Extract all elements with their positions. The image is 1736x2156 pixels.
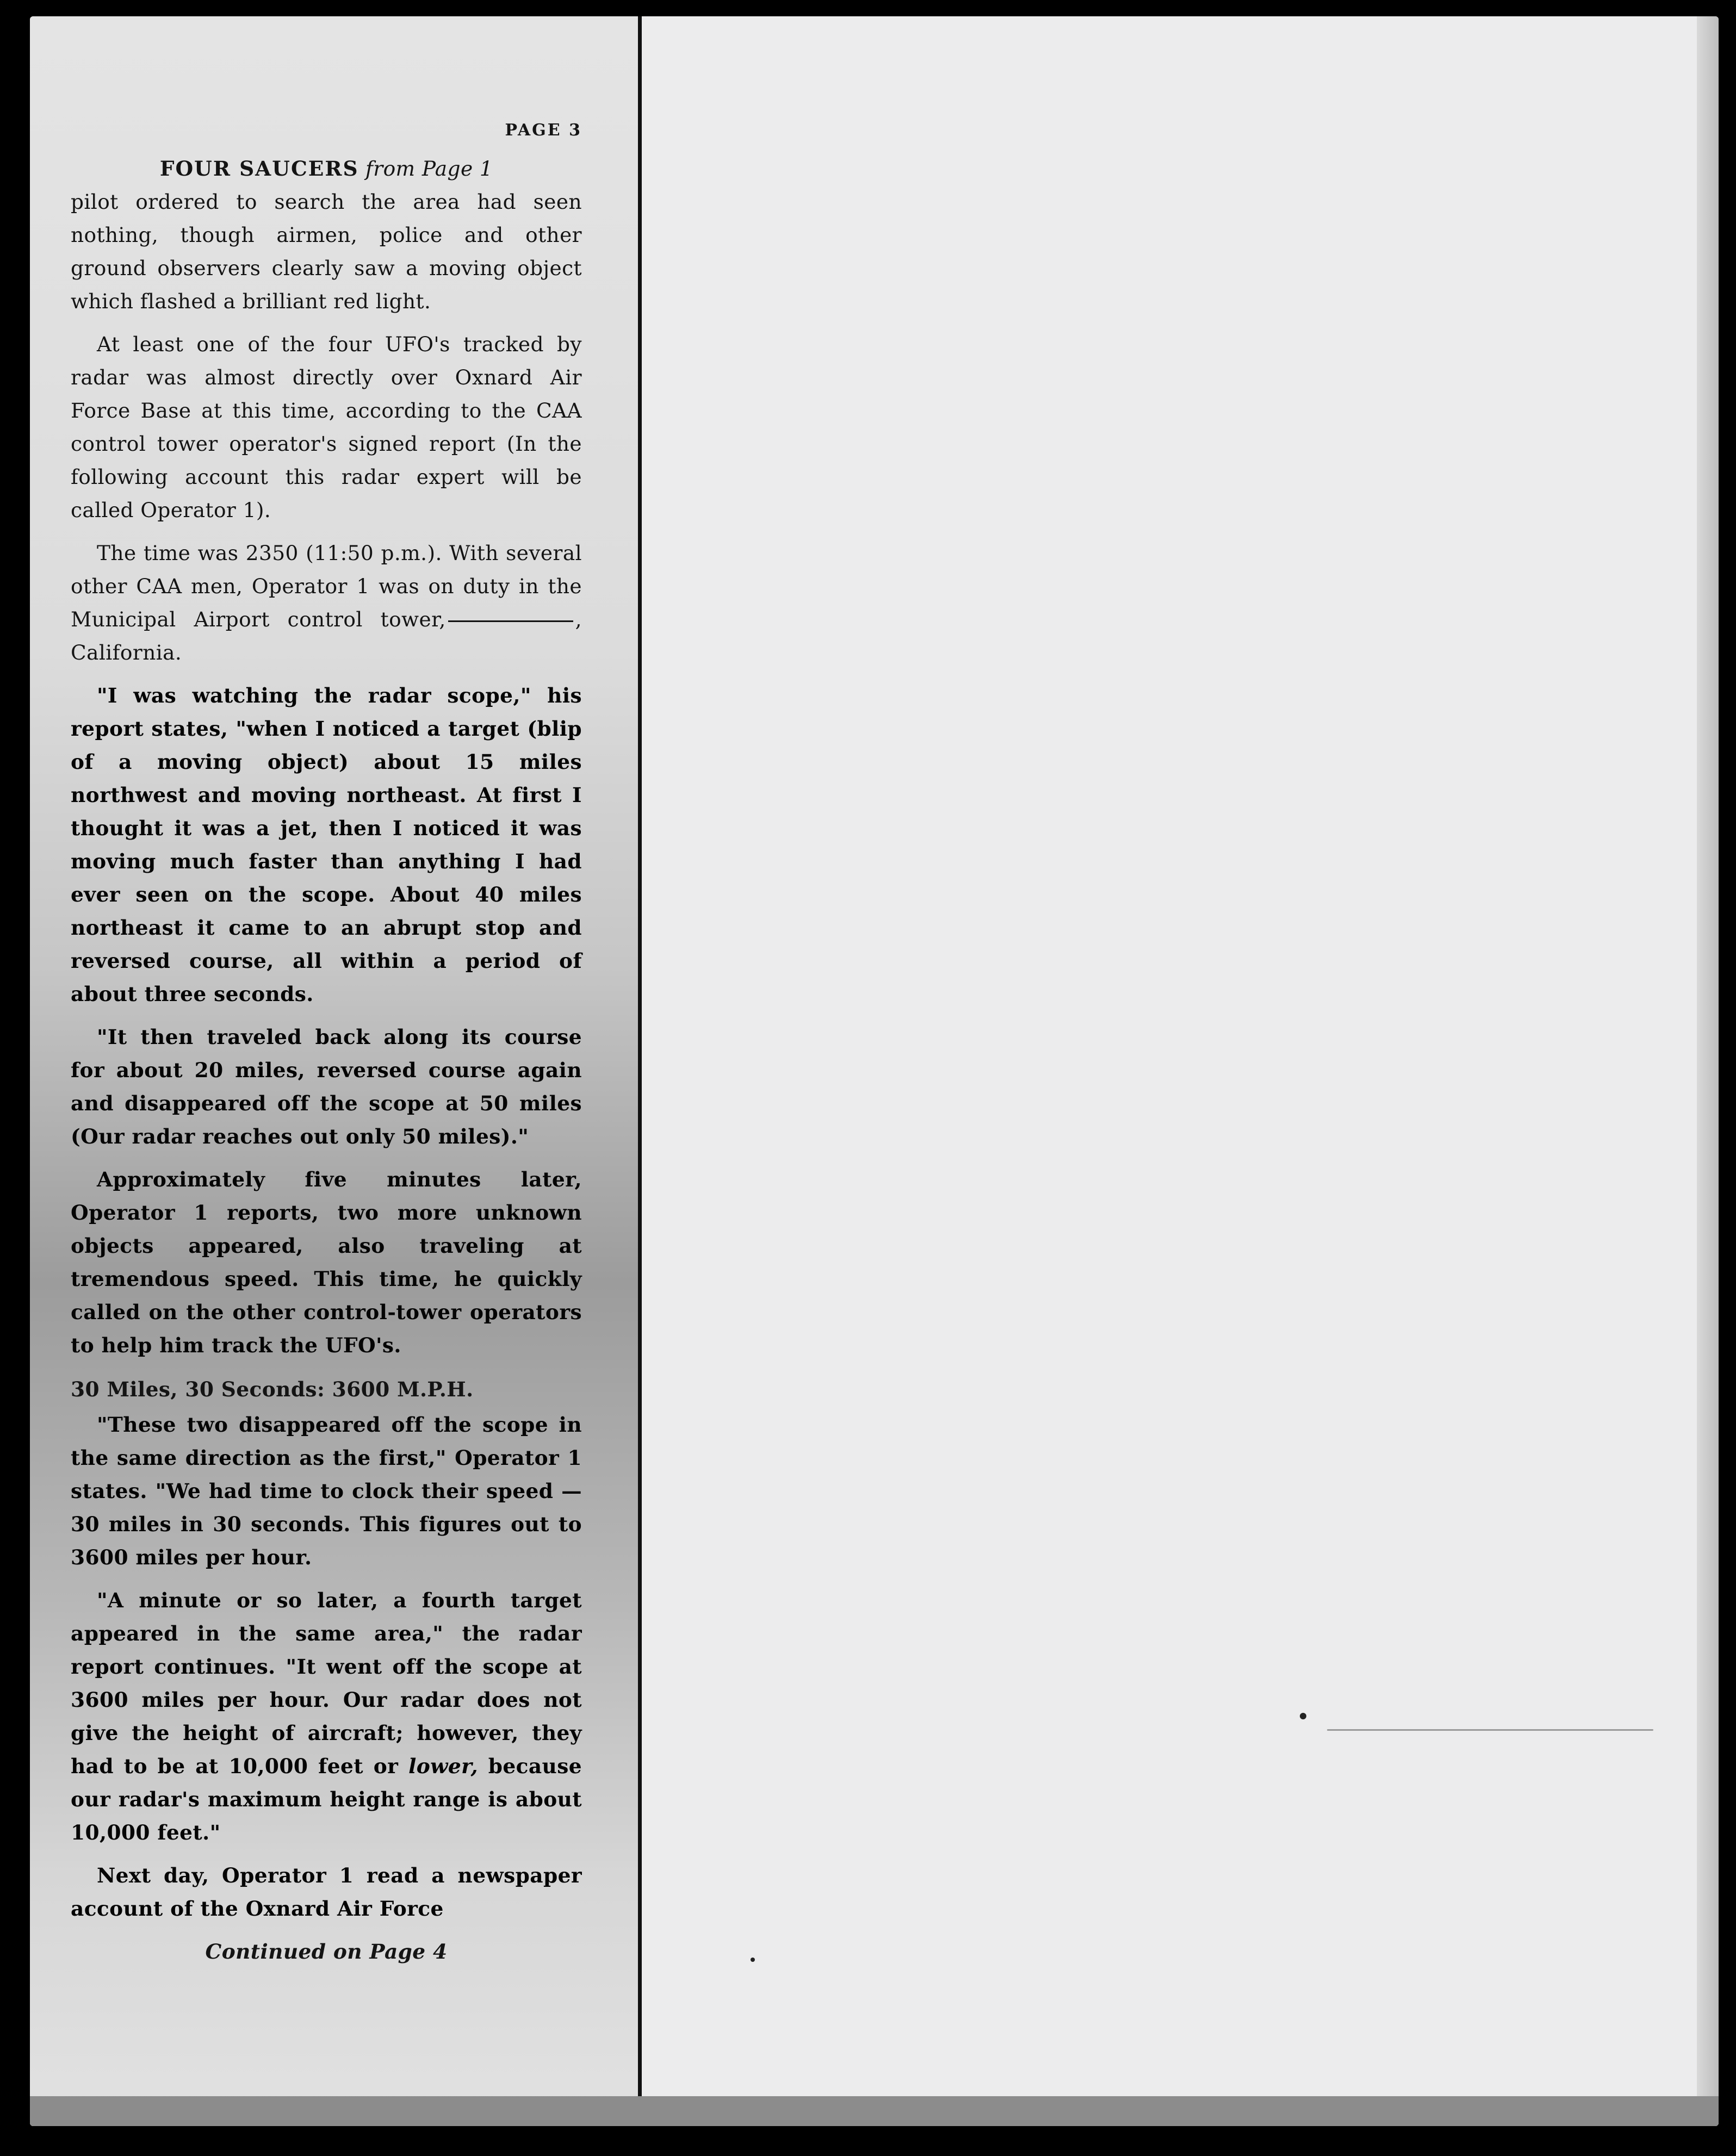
blank-page-area — [642, 16, 1719, 2126]
dust-speck — [751, 1958, 755, 1962]
microfilm-frame — [30, 16, 1719, 2126]
page-number: PAGE 3 — [505, 121, 582, 140]
scan-mark — [1327, 1729, 1653, 1731]
paragraph: pilot ordered to search the area had seen nothing, though airmen, police and other ground observers clearly saw a moving object which flashed a brilliant red light. — [71, 190, 582, 313]
article-body — [71, 120, 582, 1968]
paragraph: "It then traveled back along its course for about 20 miles, reversed course again and disappeared off the scope at 50 miles (Our radar reaches out only 50 miles)." — [71, 1025, 582, 1148]
continued-heading — [71, 152, 582, 185]
paragraph-text: "A minute or so later, a fourth target appeared in the same area," the radar report continues. "It went off the scope at 3600 miles per hour. Our radar does not give the height of aircraft; however, they had to be at 10,000 feet or — [71, 1588, 582, 1778]
subheading: 30 Miles, 30 Seconds: 3600 M.P.H. — [71, 1377, 474, 1401]
bottom-strip — [30, 2096, 1719, 2126]
paragraph — [71, 537, 582, 669]
column-divider — [638, 16, 642, 2126]
paragraph-text: because our radar's maximum height range is about 10,000 feet." — [71, 1754, 582, 1844]
dust-speck — [1300, 1713, 1306, 1719]
paragraph: Next day, Operator 1 read a newspaper account of the Oxnard Air Force — [71, 1863, 582, 1921]
paragraph: "I was watching the radar scope," his report states, "when I noticed a target (blip of a moving object) about 15 miles northwest and moving northeast. At first I thought it was a jet, then I noticed it was moving much faster than anything I had ever seen on the scope. About 40 miles northeast it came to an abrupt stop and reversed course, all within a period of about three seconds. — [71, 684, 582, 1006]
continued-on: Continued on Page 4 — [205, 1940, 448, 1964]
continued-head: FOUR SAUCERS — [159, 157, 359, 181]
continued-from: from Page 1 — [365, 157, 493, 181]
page-edge — [1697, 16, 1719, 2126]
paragraph-text: , California. — [71, 607, 582, 664]
paragraph: Approximately five minutes later, Operator 1 reports, two more unknown objects appeared, also traveling at tremendous speed. This time, he quickly called on the other control-tower operators to help him track the UFO's. — [71, 1167, 582, 1357]
article-column — [30, 16, 638, 2126]
paragraph: At least one of the four UFO's tracked by radar was almost directly over Oxnard Air Force Base at this time, according to the CAA control tower operator's signed report (In the following account this radar expert will be called Operator 1). — [71, 332, 582, 522]
paragraph: "These two disappeared off the scope in the same direction as the first," Operator 1 states. "We had time to clock their speed — 30 miles in 30 seconds. This figures out to 3600 miles per hour. — [71, 1413, 582, 1569]
emphasis: lower, — [408, 1754, 478, 1778]
paragraph — [71, 1584, 582, 1849]
paragraph-text: The time was 2350 (11:50 p.m.). With several other CAA men, Operator 1 was on duty in the Municipal Airport control tower, — [71, 541, 582, 631]
redacted-blank — [448, 620, 573, 622]
